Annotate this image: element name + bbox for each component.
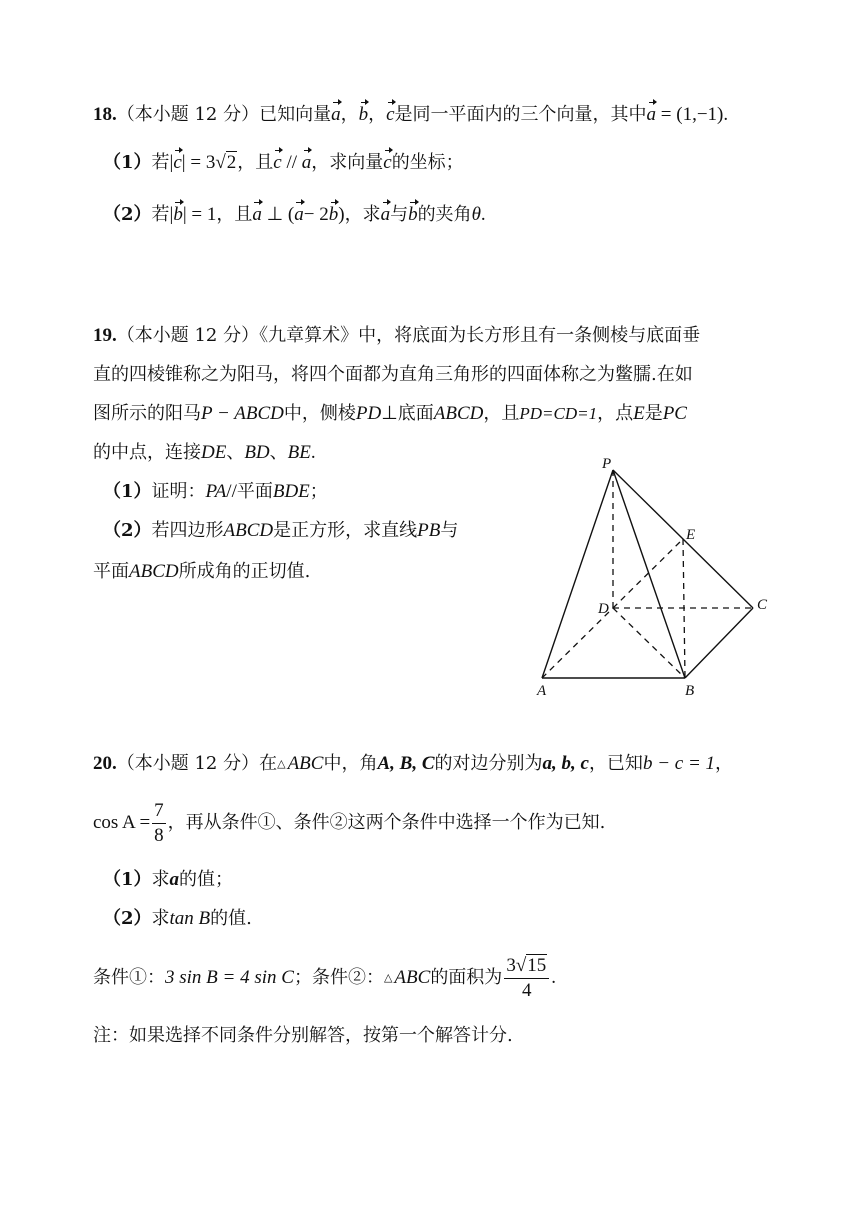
q19-part2-line2: 平面ABCD所成角的正切值. bbox=[93, 561, 311, 582]
edge-AD bbox=[542, 608, 613, 678]
q20-stem: 20.（本小题 12 分）在△ ABC中，角A, B, C的对边分别为a, b, c，已知b − c = 1， bbox=[93, 753, 734, 774]
label-B: B bbox=[685, 683, 695, 699]
q19-stem-line4: 的中点，连接DE、BD、BE. bbox=[93, 442, 316, 463]
q18-part1: （1）若|c| = 3√2，且c // a，求向量c的坐标； bbox=[103, 148, 464, 175]
q18-stem: 18.（本小题 12 分）已知向量a，b，c是同一平面内的三个向量，其中a = (1,−1). bbox=[93, 100, 728, 127]
q20-part1: （1）求a的值； bbox=[103, 869, 234, 890]
edge-PA bbox=[542, 470, 613, 678]
edge-DB bbox=[613, 608, 685, 678]
q18-part2: （2）若|b| = 1，且a ⊥ (a− 2b)，求a与b的夹角θ. bbox=[103, 200, 486, 227]
label-D: D bbox=[598, 601, 609, 617]
vector-c: c bbox=[386, 100, 394, 127]
pyramid-figure bbox=[530, 450, 780, 705]
vector-a: a bbox=[331, 100, 341, 127]
q19-stem-line1: 19.（本小题 12 分）《九章算术》中，将底面为长方形且有一条侧棱与底面垂 bbox=[93, 325, 701, 346]
q19-stem-line3: 图所示的阳马P − ABCD中，侧棱PD⊥底面ABCD，且PD=CD=1，点E是PC bbox=[93, 403, 687, 424]
q20-conditions: 条件①：3 sin B = 4 sin C；条件②：△ ABC的面积为 $\frac{3√15}{4}$ . bbox=[93, 954, 556, 1001]
q19-part2: （2）若四边形ABCD是正方形，求直线PB与 bbox=[103, 520, 459, 541]
edge-PB bbox=[613, 470, 685, 678]
edge-DE bbox=[613, 539, 683, 608]
vector-b: b bbox=[359, 100, 369, 127]
label-E: E bbox=[686, 527, 696, 543]
edge-BC bbox=[685, 608, 753, 678]
area-fraction: $\frac{3√15}{4}$ bbox=[504, 954, 549, 1003]
q19-stem-line2: 直的四棱锥称之为阳马，将四个面都为直角三角形的四面体称之为鳖臑.在如 bbox=[93, 364, 693, 385]
cosA-fraction: $\frac{7}{8}$ bbox=[154, 799, 164, 846]
q20-cosA-line: cos A = $\frac{7}{8}$ ，再从条件①、条件②这两个条件中选择一个作为已知. bbox=[93, 799, 606, 846]
label-P: P bbox=[602, 456, 612, 472]
q19-part1: （1）证明：PA//平面BDE； bbox=[103, 481, 328, 502]
q20-part2: （2）求tan B的值. bbox=[103, 908, 252, 929]
label-A: A bbox=[537, 683, 547, 699]
q20-note: 注：如果选择不同条件分别解答，按第一个解答计分. bbox=[93, 1025, 513, 1046]
label-C: C bbox=[757, 597, 768, 613]
a-coordinates: (1,−1) bbox=[676, 104, 724, 125]
